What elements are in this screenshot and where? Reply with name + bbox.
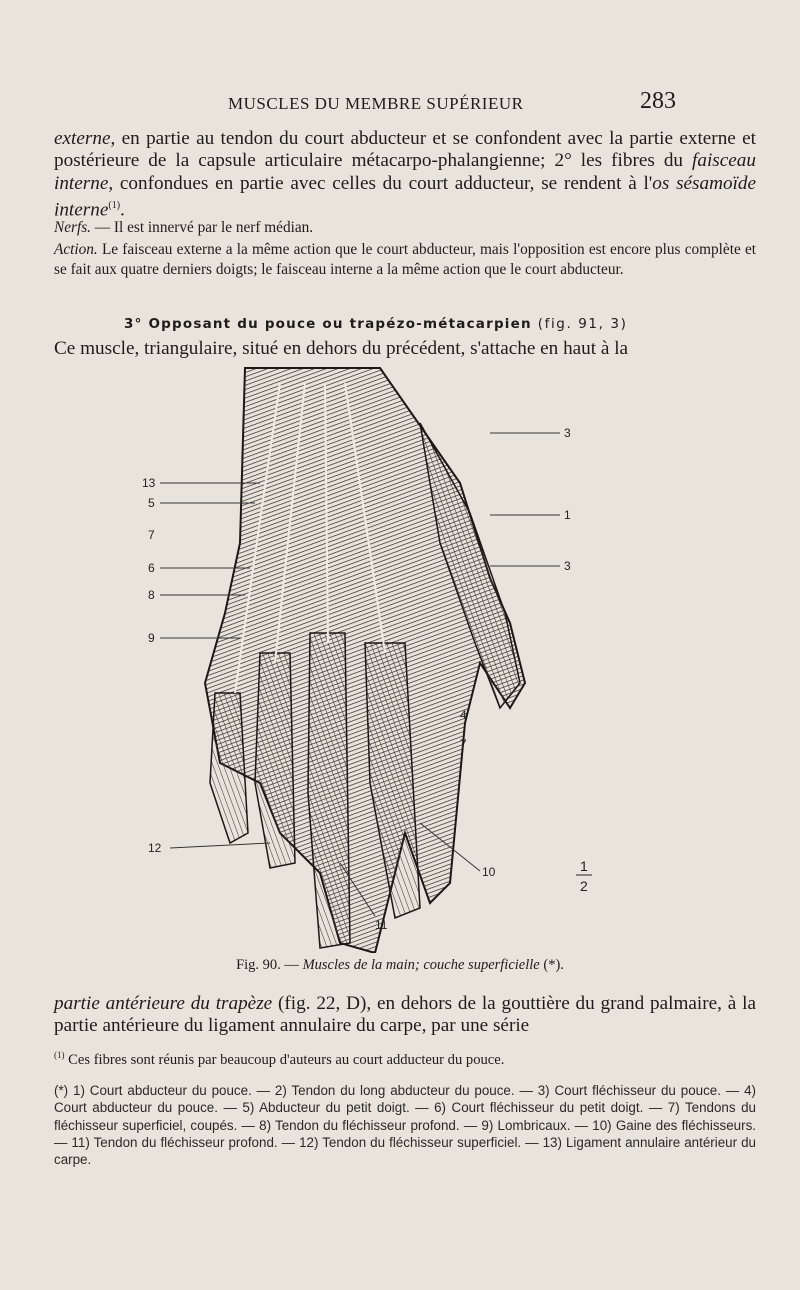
- subhead-number: 3°: [124, 316, 143, 332]
- footnote-ref: (1): [108, 200, 121, 212]
- fig-label: 3: [564, 559, 571, 573]
- action-text: Le faisceau externe a la même action que le court abducteur, mais l'opposition est encore plus complète et se fait aux quatre derniers doigts; le faisceau interne a la même action que le court abducteur.: [54, 241, 756, 278]
- page-header: [0, 88, 800, 122]
- fig-label: 7: [148, 528, 155, 542]
- finger-ring: [255, 653, 295, 868]
- fig-label: 1: [564, 508, 571, 522]
- fig-label: 4: [460, 708, 467, 722]
- fig-label: 3: [564, 426, 571, 440]
- paragraph-intro: [54, 338, 756, 360]
- footnote-mark: (1): [54, 1050, 65, 1060]
- fig-label: 8: [148, 588, 155, 602]
- term-externe: externe: [54, 128, 111, 149]
- fig-label: 12: [148, 841, 162, 855]
- footnote-text: Ces fibres sont réunis par beaucoup d'auteurs au court adducteur du pouce.: [64, 1051, 505, 1068]
- caption-prefix: Fig. 90. —: [236, 957, 303, 973]
- figure-legend: (*) 1) Court abducteur du pouce. — 2) Tendon du long abducteur du pouce. — 3) Court fléchisseur du pouce. — 4) Court abducteur du pouce. — 5) Abducteur du petit doigt. — 6) Court fléchisseur du petit doigt. — 7) Tendons du fléchisseur superficiel, coupés. — 8) Tendon du fléchisseur profond. — 9) Lombricaux. — 10) Gaine des fléchisseurs. — 11) Tendon du fléchisseur profond. — 12) Tendon du fléchisseur superficiel. — 13) Ligament annulaire antérieur du carpe.: [54, 1083, 756, 1168]
- footnote: [54, 1046, 756, 1069]
- hand-muscles-figure: [130, 363, 650, 953]
- fig-label: 11: [375, 918, 388, 932]
- section-subheading: [124, 316, 627, 332]
- paragraph-text: .: [120, 199, 125, 221]
- paragraph-text: (fig. 22, D), en dehors de la gouttière du grand palmaire, à la partie antérieure du ligament annulaire du carpe, par une série: [54, 993, 756, 1037]
- caption-suffix: (*).: [539, 957, 564, 973]
- hand-engraving: [130, 363, 650, 953]
- scale-label: 2: [580, 878, 588, 894]
- figure-caption: [0, 957, 800, 974]
- paragraph-text: Ce muscle, triangulaire, situé en dehors du précédent, s'attache en haut à la: [54, 338, 629, 359]
- paragraph-text: , confondues en partie avec celles du court adducteur, se rendent à l': [108, 172, 653, 194]
- fig-label: 10: [482, 865, 496, 879]
- nerves-label: Nerfs.: [54, 219, 91, 236]
- page-number: 283: [640, 88, 676, 114]
- fig-label: 9: [148, 631, 155, 645]
- nerves-text: — Il est innervé par le nerf médian.: [90, 219, 314, 236]
- finger-middle: [308, 633, 350, 948]
- action-paragraph: [54, 240, 756, 279]
- fig-label: 7: [460, 737, 467, 751]
- term-partie-anterieure: partie antérieure du trapèze: [54, 993, 273, 1014]
- fig-label: 13: [142, 476, 156, 490]
- fig-label: 6: [148, 561, 155, 575]
- term-faisceau-interne: faisceau interne: [54, 150, 756, 194]
- scale-label: 1: [580, 858, 588, 874]
- paragraph-continuation: [54, 128, 756, 222]
- nerves-paragraph: [54, 218, 756, 238]
- paragraph-continuation-2: [54, 993, 756, 1038]
- running-title: MUSCLES DU MEMBRE SUPÉRIEUR: [228, 94, 524, 113]
- subhead-title: Opposant du pouce ou trapézo-métacarpien: [148, 316, 532, 332]
- paragraph-text: , en partie au tendon du court abducteur et se confondent avec la partie externe et postérieure de la capsule articulaire métacarpo-phalangienne; 2° les fibres du: [54, 128, 756, 172]
- subhead-ref: (fig. 91, 3): [537, 316, 628, 332]
- caption-title: Muscles de la main; couche superficielle: [302, 957, 540, 973]
- fig-label: 5: [148, 496, 155, 510]
- action-label: Action.: [54, 241, 98, 258]
- term-os-sesamoide: os sésamoïde interne: [54, 172, 757, 221]
